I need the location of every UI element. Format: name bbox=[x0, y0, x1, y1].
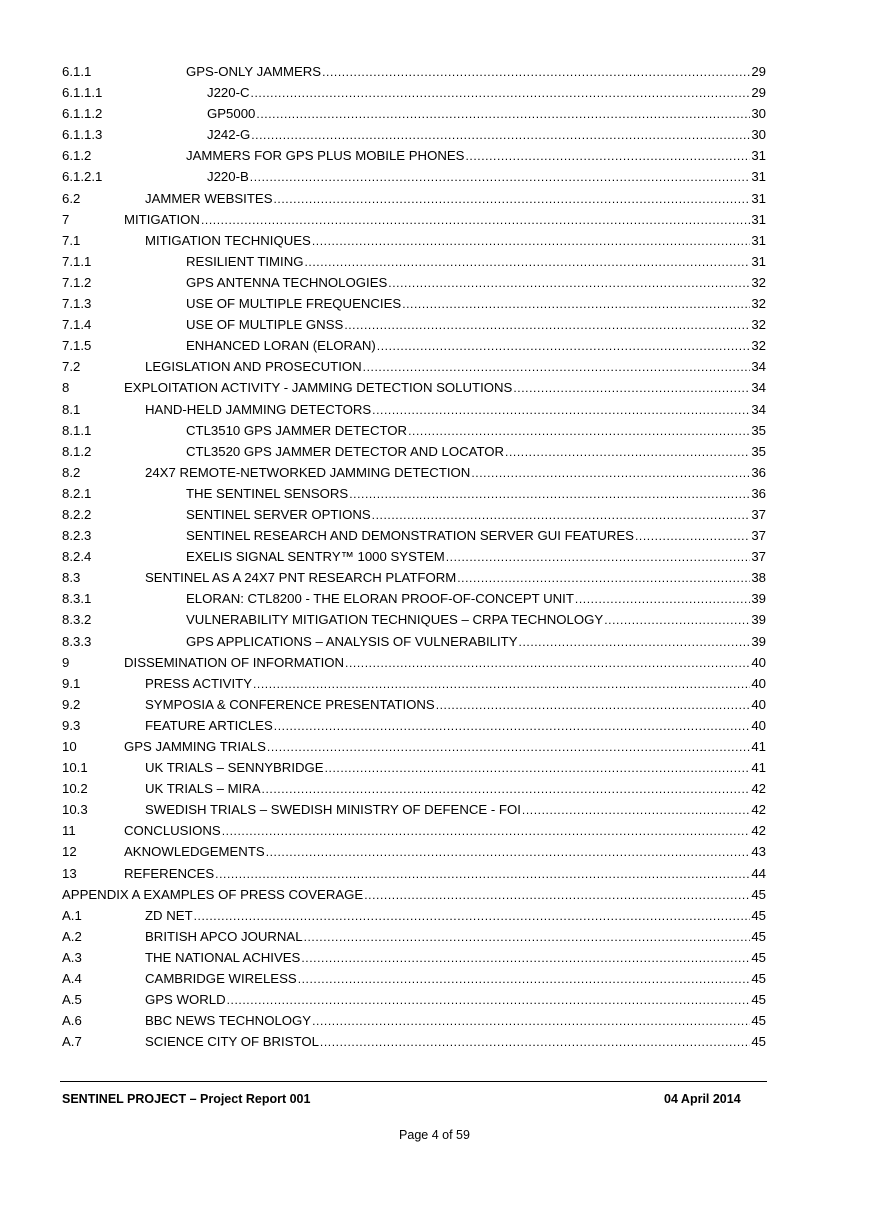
toc-dot-leader bbox=[471, 463, 750, 484]
toc-section-title: GPS JAMMING TRIALS bbox=[124, 739, 266, 754]
toc-entry-line bbox=[124, 820, 766, 842]
toc-section-number: A.6 bbox=[62, 1013, 82, 1029]
toc-section-title: MITIGATION bbox=[124, 211, 200, 227]
toc-entry[interactable] bbox=[62, 251, 766, 272]
toc-entry[interactable] bbox=[62, 103, 766, 124]
toc-page-number: 35 bbox=[751, 422, 766, 438]
toc-page-number: 31 bbox=[751, 169, 766, 185]
toc-entry-line bbox=[186, 272, 766, 294]
toc-dot-leader bbox=[436, 695, 751, 716]
toc-dot-leader bbox=[274, 189, 751, 210]
toc-section-number: 8 bbox=[62, 380, 70, 396]
toc-dot-leader bbox=[377, 336, 751, 357]
toc-dot-leader bbox=[253, 674, 750, 695]
toc-dot-leader bbox=[408, 421, 750, 442]
toc-entry[interactable] bbox=[62, 609, 766, 630]
toc-section-number: A.7 bbox=[62, 1034, 82, 1050]
toc-section-title: BBC NEWS TECHNOLOGY bbox=[145, 1013, 312, 1029]
toc-page-number: 32 bbox=[751, 338, 766, 354]
toc-entry-line bbox=[186, 546, 766, 568]
toc-entry-line bbox=[145, 947, 766, 969]
toc-page-number: 32 bbox=[751, 296, 766, 312]
toc-page-number: 45 bbox=[751, 886, 766, 902]
toc-entry-line bbox=[145, 399, 766, 421]
toc-page-number: 34 bbox=[751, 380, 766, 396]
toc-page-number: 35 bbox=[751, 443, 766, 459]
toc-section-number: 8.2 bbox=[62, 464, 81, 480]
toc-entry[interactable] bbox=[62, 989, 766, 1010]
toc-entry-line bbox=[145, 1010, 766, 1032]
toc-section-title: UK TRIALS – MIRA bbox=[145, 781, 261, 797]
toc-page-number: 30 bbox=[751, 106, 766, 122]
toc-section-title: DISSEMINATION OF INFORMATION bbox=[124, 654, 345, 670]
toc-section-number: 7.1.5 bbox=[62, 338, 92, 354]
toc-entry-line bbox=[124, 863, 766, 885]
toc-dot-leader bbox=[372, 505, 751, 526]
toc-entry-line bbox=[145, 926, 766, 948]
toc-section-title: EXELIS SIGNAL SENTRY™ 1000 SYSTEM bbox=[186, 549, 445, 565]
toc-entry[interactable] bbox=[62, 209, 766, 230]
toc-entry-line bbox=[207, 103, 766, 125]
toc-entry[interactable] bbox=[62, 124, 766, 145]
toc-entry-line bbox=[186, 588, 766, 610]
toc-entry-line bbox=[145, 462, 766, 484]
toc-section-number: 8.1 bbox=[62, 401, 81, 417]
toc-dot-leader bbox=[457, 568, 750, 589]
toc-section-number: 6.1.2.1 bbox=[62, 169, 103, 185]
toc-section-number: 8.1.1 bbox=[62, 422, 92, 438]
toc-section-number: 6.1.1 bbox=[62, 64, 92, 79]
toc-entry-line bbox=[207, 82, 766, 104]
toc-section-title: SENTINEL AS A 24X7 PNT RESEARCH PLATFORM bbox=[145, 570, 457, 586]
toc-dot-leader bbox=[388, 273, 750, 294]
toc-section-number: 6.2 bbox=[62, 190, 81, 206]
toc-section-title: SYMPOSIA & CONFERENCE PRESENTATIONS bbox=[145, 696, 435, 712]
toc-entry[interactable] bbox=[62, 399, 766, 420]
toc-page-number: 36 bbox=[751, 485, 766, 501]
toc-entry-line bbox=[62, 884, 766, 906]
toc-section-title: ENHANCED LORAN (ELORAN) bbox=[186, 338, 376, 354]
toc-page-number: 43 bbox=[751, 844, 766, 860]
toc-entry-line bbox=[145, 673, 766, 695]
toc-entry[interactable] bbox=[62, 272, 766, 293]
toc-entry-line bbox=[145, 230, 766, 252]
toc-section-title: GPS WORLD bbox=[145, 992, 226, 1008]
toc-dot-leader bbox=[222, 821, 751, 842]
toc-dot-leader bbox=[266, 842, 751, 863]
toc-page-number: 29 bbox=[751, 85, 766, 101]
toc-dot-leader bbox=[262, 779, 751, 800]
toc-section-title: LEGISLATION AND PROSECUTION bbox=[145, 359, 362, 375]
toc-section-number: 11 bbox=[62, 823, 76, 839]
toc-page-number: 40 bbox=[751, 654, 766, 670]
toc-page-number: 37 bbox=[751, 549, 766, 565]
toc-section-title: FEATURE ARTICLES bbox=[145, 717, 273, 733]
toc-entry[interactable] bbox=[62, 166, 766, 187]
toc-section-number: 8.2.3 bbox=[62, 528, 92, 544]
toc-entry-line bbox=[145, 356, 766, 378]
toc-page-number: 40 bbox=[751, 696, 766, 712]
toc-section-number: 7.1.1 bbox=[62, 253, 92, 269]
toc-section-number: A.1 bbox=[62, 907, 82, 923]
toc-section-title: JAMMERS FOR GPS PLUS MOBILE PHONES bbox=[186, 148, 465, 164]
toc-section-number: 9.1 bbox=[62, 675, 81, 691]
toc-entry-line bbox=[145, 968, 766, 990]
toc-entry-line bbox=[124, 736, 766, 758]
toc-section-title: SCIENCE CITY OF BRISTOL bbox=[145, 1034, 319, 1050]
toc-page-number: 32 bbox=[751, 317, 766, 333]
toc-entry-line bbox=[186, 631, 766, 653]
toc-section-number: 6.1.1.2 bbox=[62, 106, 103, 122]
toc-dot-leader bbox=[522, 800, 750, 821]
toc-section-number: A.3 bbox=[62, 949, 82, 965]
toc-page-number: 31 bbox=[751, 232, 766, 248]
toc-dot-leader bbox=[505, 442, 750, 463]
toc-section-number: 8.2.4 bbox=[62, 549, 92, 565]
toc-dot-leader bbox=[304, 927, 751, 948]
toc-page-number: 42 bbox=[751, 823, 766, 839]
toc-section-title: REFERENCES bbox=[124, 865, 215, 881]
footer-divider bbox=[60, 1081, 767, 1082]
toc-section-title: ZD NET bbox=[145, 907, 193, 923]
toc-dot-leader bbox=[194, 906, 751, 927]
toc-page-number: 36 bbox=[751, 464, 766, 480]
toc-section-title: JAMMER WEBSITES bbox=[145, 190, 273, 206]
toc-section-title: SENTINEL RESEARCH AND DEMONSTRATION SERVER GUI FEATURES bbox=[186, 528, 634, 544]
footer-date: 04 April 2014 bbox=[664, 1092, 741, 1106]
toc-entry[interactable] bbox=[62, 947, 766, 968]
toc-section-number: 8.3.1 bbox=[62, 591, 92, 607]
toc-page-number: 31 bbox=[751, 211, 766, 227]
toc-entry-line bbox=[145, 989, 766, 1011]
toc-page-number: 30 bbox=[751, 127, 766, 143]
toc-dot-leader bbox=[349, 484, 750, 505]
toc-section-number: A.2 bbox=[62, 928, 82, 944]
toc-entry[interactable] bbox=[62, 905, 766, 926]
toc-dot-leader bbox=[322, 62, 750, 83]
toc-dot-leader bbox=[344, 315, 750, 336]
toc-page-number: 45 bbox=[751, 928, 766, 944]
toc-section-number: 10 bbox=[62, 739, 77, 754]
toc-section-title: EXPLOITATION ACTIVITY - JAMMING DETECTION SOLUTIONS bbox=[124, 380, 513, 396]
toc-section-number: 6.1.1.1 bbox=[62, 85, 103, 101]
toc-section-number: 6.1.1.3 bbox=[62, 127, 103, 143]
toc-entry[interactable] bbox=[62, 230, 766, 251]
toc-section-title: J220-B bbox=[207, 169, 249, 185]
toc-entry-line bbox=[186, 504, 766, 526]
toc-section-title: BRITISH APCO JOURNAL bbox=[145, 928, 303, 944]
toc-dot-leader bbox=[513, 378, 750, 399]
toc-section-title: GP5000 bbox=[207, 106, 256, 122]
toc-section-number: 9.3 bbox=[62, 717, 81, 733]
toc-entry[interactable] bbox=[62, 820, 766, 841]
toc-page-number: 44 bbox=[751, 865, 766, 881]
toc-section-number: 8.3.3 bbox=[62, 633, 92, 649]
toc-entry[interactable] bbox=[62, 736, 766, 757]
toc-page-number: 34 bbox=[751, 401, 766, 417]
toc-dot-leader bbox=[446, 547, 751, 568]
toc-page-number: 45 bbox=[751, 1013, 766, 1029]
toc-entry-line bbox=[186, 609, 766, 631]
toc-entry[interactable] bbox=[62, 377, 766, 398]
toc-entry[interactable] bbox=[62, 145, 766, 166]
toc-entry-line bbox=[124, 377, 766, 399]
toc-section-title: SENTINEL SERVER OPTIONS bbox=[186, 506, 371, 522]
toc-page-number: 32 bbox=[751, 274, 766, 290]
toc-dot-leader bbox=[201, 210, 750, 231]
toc-section-number: 9 bbox=[62, 654, 70, 670]
toc-page-number: 39 bbox=[751, 591, 766, 607]
toc-entry-line bbox=[145, 567, 766, 589]
toc-section-number: 7.1.4 bbox=[62, 317, 92, 333]
toc-page-number: 37 bbox=[751, 528, 766, 544]
toc-page-number: 42 bbox=[751, 802, 766, 818]
toc-entry[interactable] bbox=[62, 314, 766, 335]
toc-section-title: PRESS ACTIVITY bbox=[145, 675, 252, 691]
toc-entry[interactable] bbox=[62, 884, 766, 905]
toc-section-title: J242-G bbox=[207, 127, 251, 143]
toc-section-title: J220-C bbox=[207, 85, 250, 101]
toc-entry-line bbox=[186, 441, 766, 463]
toc-entry[interactable] bbox=[62, 778, 766, 799]
toc-page-number: 39 bbox=[751, 633, 766, 649]
toc-page-number: 40 bbox=[751, 717, 766, 733]
toc-section-title: AKNOWLEDGEMENTS bbox=[124, 844, 265, 860]
toc-section-title: CTL3510 GPS JAMMER DETECTOR bbox=[186, 422, 408, 438]
toc-page-number: 37 bbox=[751, 506, 766, 522]
toc-entry-line bbox=[207, 124, 766, 146]
toc-entry-line bbox=[145, 694, 766, 716]
toc-section-title: ELORAN: CTL8200 - THE ELORAN PROOF-OF-CONCEPT UNIT bbox=[186, 591, 574, 607]
toc-section-number: A.4 bbox=[62, 971, 82, 987]
toc-entry-line bbox=[124, 841, 766, 863]
toc-section-title: GPS APPLICATIONS – ANALYSIS OF VULNERABILITY bbox=[186, 633, 518, 649]
toc-dot-leader bbox=[402, 294, 750, 315]
toc-page-number: 45 bbox=[751, 907, 766, 923]
toc-entry-line bbox=[186, 145, 766, 167]
toc-section-title: SWEDISH TRIALS – SWEDISH MINISTRY OF DEFENCE - FOI bbox=[145, 802, 521, 818]
toc-entry[interactable] bbox=[62, 631, 766, 652]
toc-entry-line bbox=[186, 525, 766, 547]
toc-section-number: 7.1.2 bbox=[62, 274, 92, 290]
toc-dot-leader bbox=[305, 252, 751, 273]
toc-entry-line bbox=[186, 314, 766, 336]
toc-page-number: 41 bbox=[751, 760, 766, 776]
toc-entry-line bbox=[186, 251, 766, 273]
toc-entry-line bbox=[145, 188, 766, 210]
toc-entry[interactable] bbox=[62, 82, 766, 103]
toc-dot-leader bbox=[363, 357, 751, 378]
toc-section-number: 10.3 bbox=[62, 802, 88, 818]
toc-section-title: HAND-HELD JAMMING DETECTORS bbox=[145, 401, 372, 417]
toc-entry-line bbox=[186, 61, 766, 83]
toc-entry-line bbox=[145, 1031, 766, 1053]
page-number: Page 4 of 59 bbox=[399, 1128, 470, 1142]
toc-section-number: 10.2 bbox=[62, 781, 88, 797]
toc-dot-leader bbox=[298, 969, 751, 990]
toc-section-title: GPS-ONLY JAMMERS bbox=[186, 64, 322, 79]
toc-section-number: 12 bbox=[62, 844, 77, 860]
toc-section-title: USE OF MULTIPLE GNSS bbox=[186, 317, 344, 333]
toc-section-number: 9.2 bbox=[62, 696, 81, 712]
toc-entry[interactable] bbox=[62, 335, 766, 356]
toc-section-title: RESILIENT TIMING bbox=[186, 253, 304, 269]
toc-section-number: 8.2.1 bbox=[62, 485, 92, 501]
toc-entry[interactable] bbox=[62, 61, 766, 82]
toc-entry[interactable] bbox=[62, 652, 766, 673]
toc-section-title: USE OF MULTIPLE FREQUENCIES bbox=[186, 296, 402, 312]
toc-entry-line bbox=[145, 799, 766, 821]
toc-dot-leader bbox=[372, 400, 750, 421]
toc-entry[interactable] bbox=[62, 1010, 766, 1031]
toc-entry[interactable] bbox=[62, 483, 766, 504]
toc-section-number: 8.3 bbox=[62, 570, 81, 586]
toc-section-number: 8.1.2 bbox=[62, 443, 92, 459]
toc-entry-line bbox=[145, 778, 766, 800]
toc-section-title: APPENDIX A EXAMPLES OF PRESS COVERAGE bbox=[62, 886, 364, 902]
toc-section-title: MITIGATION TECHNIQUES bbox=[145, 232, 311, 248]
toc-section-number: 8.3.2 bbox=[62, 612, 92, 628]
toc-entry[interactable] bbox=[62, 757, 766, 778]
toc-section-number: 7.1 bbox=[62, 232, 81, 248]
toc-dot-leader bbox=[301, 948, 750, 969]
toc-page-number: 40 bbox=[751, 675, 766, 691]
toc-dot-leader bbox=[227, 990, 751, 1011]
toc-entry[interactable] bbox=[62, 525, 766, 546]
toc-dot-leader bbox=[251, 125, 750, 146]
toc-dot-leader bbox=[575, 589, 750, 610]
table-of-contents bbox=[62, 61, 766, 1052]
toc-entry[interactable] bbox=[62, 715, 766, 736]
toc-entry[interactable] bbox=[62, 1031, 766, 1052]
toc-entry-line bbox=[186, 420, 766, 442]
toc-entry[interactable] bbox=[62, 926, 766, 947]
toc-section-title: UK TRIALS – SENNYBRIDGE bbox=[145, 760, 324, 776]
toc-section-number: 10.1 bbox=[62, 760, 88, 776]
toc-entry[interactable] bbox=[62, 841, 766, 862]
toc-page-number: 45 bbox=[751, 971, 766, 987]
toc-dot-leader bbox=[312, 1011, 750, 1032]
toc-entry[interactable] bbox=[62, 694, 766, 715]
toc-entry-line bbox=[145, 715, 766, 737]
toc-page-number: 41 bbox=[751, 739, 766, 754]
toc-section-title: CONCLUSIONS bbox=[124, 823, 221, 839]
toc-entry-line bbox=[186, 483, 766, 505]
toc-dot-leader bbox=[604, 610, 750, 631]
toc-entry[interactable] bbox=[62, 356, 766, 377]
toc-entry[interactable] bbox=[62, 567, 766, 588]
toc-entry-line bbox=[145, 757, 766, 779]
toc-dot-leader bbox=[250, 167, 751, 188]
toc-dot-leader bbox=[345, 653, 750, 674]
toc-dot-leader bbox=[215, 864, 750, 885]
toc-entry[interactable] bbox=[62, 968, 766, 989]
toc-page-number: 45 bbox=[751, 992, 766, 1008]
toc-section-title: THE SENTINEL SENSORS bbox=[186, 485, 349, 501]
toc-page-number: 31 bbox=[751, 253, 766, 269]
toc-section-number: 7 bbox=[62, 211, 70, 227]
toc-dot-leader bbox=[364, 885, 750, 906]
toc-dot-leader bbox=[320, 1032, 750, 1053]
toc-entry-line bbox=[124, 652, 766, 674]
toc-page-number: 31 bbox=[751, 190, 766, 206]
toc-dot-leader bbox=[274, 716, 751, 737]
toc-page-number: 34 bbox=[751, 359, 766, 375]
toc-section-number: 13 bbox=[62, 865, 77, 881]
toc-section-number: A.5 bbox=[62, 992, 82, 1008]
toc-entry-line bbox=[207, 166, 766, 188]
toc-section-title: THE NATIONAL ACHIVES bbox=[145, 949, 301, 965]
toc-page-number: 29 bbox=[751, 64, 766, 79]
toc-entry[interactable] bbox=[62, 441, 766, 462]
toc-dot-leader bbox=[325, 758, 751, 779]
toc-dot-leader bbox=[267, 737, 750, 758]
toc-page-number: 45 bbox=[751, 1034, 766, 1050]
footer-project-title: SENTINEL PROJECT – Project Report 001 bbox=[62, 1092, 311, 1106]
toc-dot-leader bbox=[251, 83, 751, 104]
toc-entry-line bbox=[186, 293, 766, 315]
toc-dot-leader bbox=[519, 632, 751, 653]
toc-section-title: VULNERABILITY MITIGATION TECHNIQUES – CRPA TECHNOLOGY bbox=[186, 612, 604, 628]
toc-section-title: 24X7 REMOTE-NETWORKED JAMMING DETECTION bbox=[145, 464, 471, 480]
toc-page-number: 31 bbox=[751, 148, 766, 164]
toc-section-number: 8.2.2 bbox=[62, 506, 92, 522]
toc-page-number: 38 bbox=[751, 570, 766, 586]
toc-dot-leader bbox=[312, 231, 751, 252]
toc-entry[interactable] bbox=[62, 588, 766, 609]
toc-page-number: 39 bbox=[751, 612, 766, 628]
toc-entry[interactable] bbox=[62, 546, 766, 567]
toc-page-number: 42 bbox=[751, 781, 766, 797]
toc-section-number: 7.1.3 bbox=[62, 296, 92, 312]
toc-entry[interactable] bbox=[62, 188, 766, 209]
toc-section-number: 6.1.2 bbox=[62, 148, 92, 164]
toc-entry[interactable] bbox=[62, 799, 766, 820]
toc-entry[interactable] bbox=[62, 863, 766, 884]
toc-dot-leader bbox=[256, 104, 750, 125]
toc-dot-leader bbox=[635, 526, 750, 547]
toc-section-title: CTL3520 GPS JAMMER DETECTOR AND LOCATOR bbox=[186, 443, 505, 459]
toc-entry[interactable] bbox=[62, 462, 766, 483]
toc-entry-line bbox=[124, 209, 766, 231]
toc-entry-line bbox=[186, 335, 766, 357]
toc-dot-leader bbox=[465, 146, 750, 167]
toc-section-title: GPS ANTENNA TECHNOLOGIES bbox=[186, 274, 388, 290]
toc-entry[interactable] bbox=[62, 673, 766, 694]
toc-entry-line bbox=[145, 905, 766, 927]
toc-page-number: 45 bbox=[751, 949, 766, 965]
toc-entry[interactable] bbox=[62, 293, 766, 314]
toc-entry[interactable] bbox=[62, 420, 766, 441]
toc-entry[interactable] bbox=[62, 504, 766, 525]
toc-section-title: CAMBRIDGE WIRELESS bbox=[145, 971, 297, 987]
toc-section-number: 7.2 bbox=[62, 359, 81, 375]
